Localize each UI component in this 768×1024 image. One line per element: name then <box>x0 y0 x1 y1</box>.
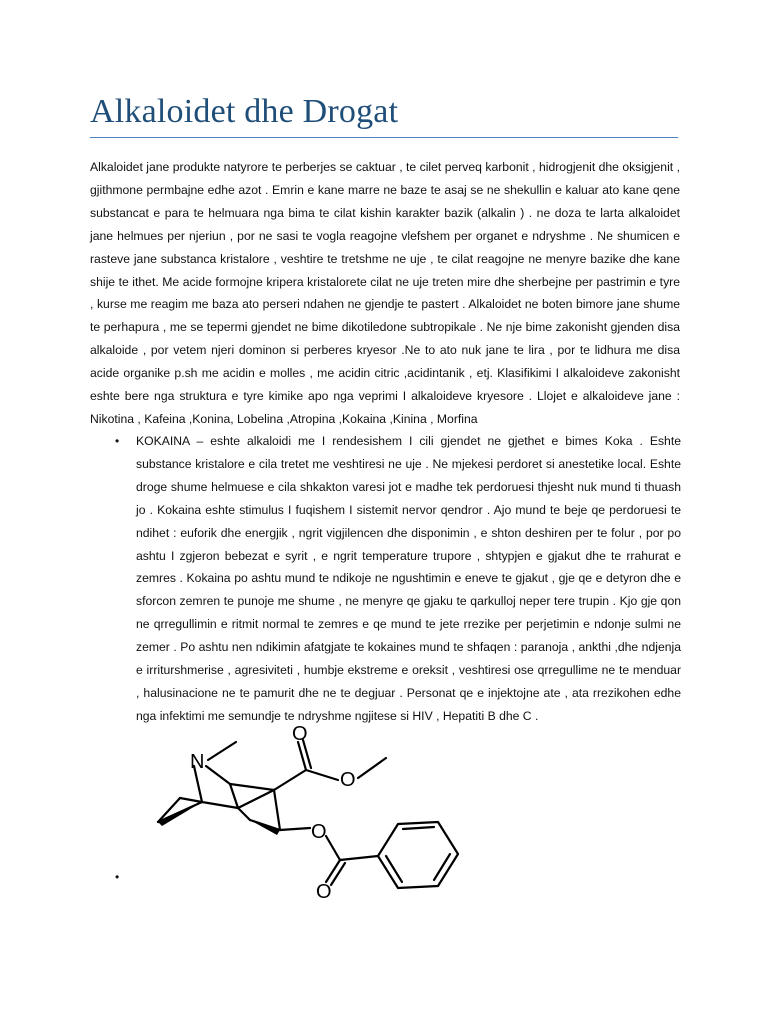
oxygen-label: O <box>311 821 327 843</box>
bond <box>180 798 202 802</box>
bond <box>306 770 338 780</box>
benzene-ring <box>378 822 458 888</box>
bond <box>230 784 274 790</box>
bond <box>280 828 310 830</box>
bond <box>434 854 450 880</box>
bond <box>230 784 238 808</box>
bond <box>208 742 236 760</box>
bond <box>358 758 386 778</box>
bond <box>274 770 306 790</box>
bond <box>403 827 434 829</box>
bullet-icon: • <box>115 434 120 448</box>
empty-bullet-icon: • <box>115 870 120 884</box>
oxygen-label: O <box>340 769 356 791</box>
bond <box>326 836 340 860</box>
bond <box>326 860 340 882</box>
nitrogen-label: N <box>190 751 205 773</box>
bond <box>340 856 378 860</box>
bullet-list <box>0 430 768 728</box>
page-title: Alkaloidet dhe Drogat <box>90 93 399 130</box>
intro-paragraph: Alkaloidet jane produkte natyrore te perberjes se caktuar , te cilet perveq karbonit , hidrogjenit dhe oksigjenit , gjithmone permbajne edhe azot . Emrin e kane marre ne baze te asaj se ne shekullin e kaluar ato kane qene substancat e para te helmuara nga bima te cilat kishin karakter bazik (alkalin ) . ne doza te larta alkaloidet jane helmues per njeriun , por ne sasi te vogla reagojne vlefshem per organet e ndryshme . Ne shumicen e rasteve jane substanca kristalore , veshtire te tretshme ne uje , te cilat reagojne ne menyre bazike dhe kane shije te ithet. Me acide formojne kripera kristalorete cilat ne uje treten mire dhe sherbejne per pastrimin e tyre , kurse me reagim me baza ato perseri ndahen ne gjendje te pastert . Alkaloidet ne boten bimore jane shume te perhapura , me se tepermi gjendet ne bime dikotiledone subtropikale . Ne nje bime zakonisht gjenden disa alkaloide , por vetem njeri dominon si perberes kryesor .Ne to ato nuk jane te lira , por te lidhura me disa acide organike p.sh me acidin e molles , me acidin citric ,acidintanik , etj. Klasifikimi I alkaloideve zakonisht eshte bere nga struktura e tyre kimike apo nga veprimi I alkaloideve kryesore . Llojet e alkaloideve jane : Nikotina , Kafeina ,Konina, Lobelina ,Atropina ,Kokaina ,Kinina , Morfina <box>90 160 680 426</box>
bond <box>202 802 238 808</box>
list-item-text: KOKAINA – eshte alkaloidi me I rendesishem I cili gjendet ne gjethet e bimes Koka . Eshte substance kristalore e cila tretet me veshtiresi ne uje . Ne mjekesi perdoret si anestetike local. Eshte droge shume helmuese e cila shkakton varesi jot e madhe tek perdoruesi thjesht nuk mund ti thuash jo . Kokaina eshte stimulus I fuqishem I sistemit nervor qendror . Ajo mund te beje qe perdoruesi te ndihet : euforik dhe energjik , ngrit vigjilencen dhe disponimin , e shton deshiren per te folur , por po ashtu I zgjeron bebezat e syrit , e ngrit temperature trupore , shtypjen e gjakut dhe te rrahurat e zemres . Kokaina po ashtu mund te ndikoje ne ngushtimin e eneve te gjakut , gje qe e detyron dhe e sforcon zemren te punoje me shume , ne menyre qe gjaku te qarkulloj neper tere trupin . Kjo gje qon ne qrregullimin e ritmit normal te zemres e qe mund te jete rrezike per perjetimin e ndonje sulmi ne zemer . Po ashtu nen ndikimin afatgjate te kokaines mund te shfaqen : paranoja , ankthi ,dhe ndjenja e irriturshmerise , agresiviteti , humbje ekstreme e oreksit , veshtiresi ose qrregullime ne te menduar , halusinacione ne te pamurit dhe ne te degjuar . Personat qe e injektojne ate , ata rrezikohen edhe nga infektimi me semundje te ndryshme ngjitese si HIV , Hepatiti B dhe C . <box>136 434 681 723</box>
bond <box>238 808 250 820</box>
oxygen-label: O <box>292 723 308 745</box>
cocaine-structure-diagram <box>150 722 490 902</box>
bond <box>386 856 402 882</box>
bond <box>331 863 345 885</box>
oxygen-label: O <box>316 881 332 902</box>
bond <box>206 766 230 784</box>
bond <box>238 790 274 808</box>
title-underline <box>90 137 678 138</box>
list-item <box>0 430 681 728</box>
bond <box>274 790 280 830</box>
